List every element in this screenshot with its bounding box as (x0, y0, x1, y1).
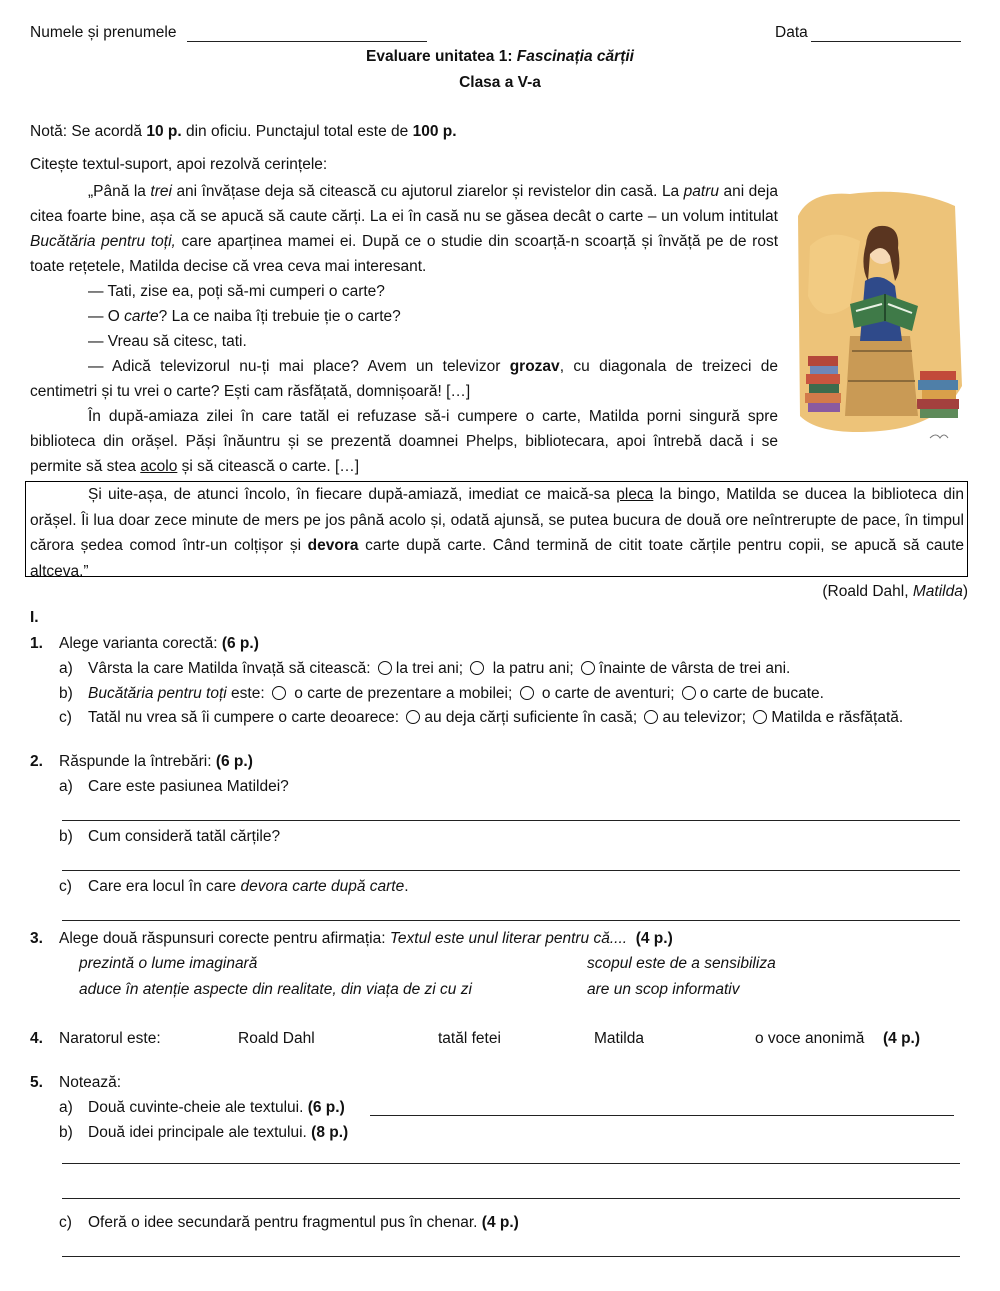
q5b-text: Două idei principale ale textului. (8 p.) (88, 1124, 349, 1141)
q5b-label: b) (59, 1124, 73, 1141)
q5c-text: Oferă o idee secundară pentru fragmentul pus în chenar. (4 p.) (88, 1214, 519, 1231)
dialogue-line: — Adică televizorul nu-ți mai place? Avem un televizor grozav, cu diagonala de treizeci de centimetri și tu vrei o carte? Ești cam răsfățată, domnișoară! […] (30, 358, 778, 400)
radio-q1c-1[interactable] (406, 710, 420, 724)
q4-option-2[interactable]: tatăl fetei (438, 1030, 501, 1047)
q5a-text: Două cuvinte-cheie ale textului. (6 p.) (88, 1099, 345, 1116)
radio-q1c-2[interactable] (644, 710, 658, 724)
q4-text: Naratorul este: (59, 1030, 161, 1047)
q5c-label: c) (59, 1214, 72, 1231)
q3-option-4[interactable]: are un scop informativ (587, 981, 740, 998)
answer-line-q5c[interactable] (62, 1256, 960, 1257)
date-field-label: Data (775, 24, 808, 41)
q2b-label: b) (59, 828, 73, 845)
instruction-text: Citește textul-suport, apoi rezolvă cerințele: (30, 156, 328, 173)
q2b-text: Cum consideră tatăl cărțile? (88, 828, 281, 845)
q2-text: Răspunde la întrebări: (6 p.) (59, 753, 253, 770)
name-field-label: Numele și prenumele (30, 24, 177, 41)
answer-line-q5b-2[interactable] (62, 1198, 960, 1199)
q2-number: 2. (30, 753, 43, 770)
q2a-text: Care este pasiunea Matildei? (88, 778, 289, 795)
framed-fragment: Și uite-așa, de atunci încolo, în fiecare după-amiază, imediat ce maică-sa pleca la bingo, Matilda se ducea la biblioteca din orășel. Îi lua doar zece minute de mers pe jos până acolo și, odată ajunsă, se putea bucura de două ore neîntrerupte de pace, în timpul cărora ședea comod într-un colțișor și devora carte după carte. Când termină de citit toate cărțile pentru copii, se apucă să caute altceva.” (25, 481, 968, 577)
answer-line-q2c[interactable] (62, 920, 960, 921)
q3-text: Alege două răspunsuri corecte pentru afirmația: Textul este unul literar pentru că.... (4 p.) (59, 930, 673, 947)
radio-q1b-3[interactable] (682, 686, 696, 700)
text-source: (Roald Dahl, Matilda) (822, 583, 968, 600)
dialogue-line: — Tati, zise ea, poți să-mi cumperi o carte? (88, 283, 385, 300)
q5-number: 5. (30, 1074, 43, 1091)
q4-option-4[interactable]: o voce anonimă (755, 1030, 865, 1047)
radio-q1b-1[interactable] (272, 686, 286, 700)
section-label: I. (30, 609, 39, 626)
dialogue-line: — O carte? La ce naiba îți trebuie ție o carte? (88, 308, 401, 325)
q4-option-3[interactable]: Matilda (594, 1030, 644, 1047)
q4-option-1[interactable]: Roald Dahl (238, 1030, 315, 1047)
answer-line-q2a[interactable] (62, 820, 960, 821)
radio-q1a-3[interactable] (581, 661, 595, 675)
q1b-label: b) (59, 685, 73, 702)
q2c-label: c) (59, 878, 72, 895)
q5-text: Notează: (59, 1074, 122, 1091)
q1-number: 1. (30, 635, 43, 652)
q1b-row: Bucătăria pentru toți este: o carte de prezentare a mobilei; o carte de aventuri; o carte de bucate. (88, 685, 824, 702)
q3-option-3[interactable]: aduce în atenție aspecte din realitate, din viața de zi cu zi (79, 981, 472, 998)
radio-q1b-2[interactable] (520, 686, 534, 700)
radio-q1c-3[interactable] (753, 710, 767, 724)
radio-q1a-1[interactable] (378, 661, 392, 675)
q1-text: Alege varianta corectă: (6 p.) (59, 635, 259, 652)
q1c-label: c) (59, 709, 72, 726)
q1c-row: Tatăl nu vrea să îi cumpere o carte deoarece: au deja cărți suficiente în casă; au televizor; Matilda e răsfățată. (88, 709, 904, 726)
matilda-illustration (790, 186, 970, 446)
paragraph-1: „Până la trei ani învățase deja să citească cu ajutorul ziarelor și revistelor din casă. La patru ani deja citea foarte bine, așa că se apucă să caute cărți. La ei în casă nu se găsea decât o carte – un volum intitulat Bucătăria pentru toți, care aparținea mamei ei. După ce o studie din scoarță-n scoarță și învăță pe de rost toate rețetele, Matilda decise că vrea ceva mai interesant. (30, 183, 778, 275)
class-label: Clasa a V-a (459, 74, 541, 91)
q2c-text: Care era locul în care devora carte după carte. (88, 878, 409, 895)
q3-number: 3. (30, 930, 43, 947)
radio-q1a-2[interactable] (470, 661, 484, 675)
q5a-label: a) (59, 1099, 73, 1116)
note-text: Notă: Se acordă 10 p. din oficiu. Punctajul total este de 100 p. (30, 123, 457, 140)
answer-line-q5b-1[interactable] (62, 1163, 960, 1164)
q1a-row: Vârsta la care Matilda învață să citească: la trei ani; la patru ani; înainte de vârsta de trei ani. (88, 660, 791, 677)
q3-option-1[interactable]: prezintă o lume imaginară (79, 955, 258, 972)
q4-points: (4 p.) (883, 1030, 921, 1047)
dialogue-line: — Vreau să citesc, tati. (88, 333, 247, 350)
paragraph-2: În după-amiaza zilei în care tatăl ei refuzase să-i cumpere o carte, Matilda porni singură spre biblioteca din orășel. Păși înăuntru și se prezentă doamnei Phelps, bibliotecara, apoi întrebă dacă i se permite să stea acolo și să citească o carte. […] (30, 408, 778, 475)
answer-line-q5a[interactable] (370, 1115, 954, 1116)
q2a-label: a) (59, 778, 73, 795)
date-input-line[interactable] (811, 41, 961, 42)
page-title: Evaluare unitatea 1: Fascinația cărții (366, 48, 634, 65)
q3-option-2[interactable]: scopul este de a sensibiliza (587, 955, 776, 972)
name-input-line[interactable] (187, 41, 427, 42)
answer-line-q2b[interactable] (62, 870, 960, 871)
q1a-label: a) (59, 660, 73, 677)
q4-number: 4. (30, 1030, 43, 1047)
reading-text (30, 179, 778, 479)
